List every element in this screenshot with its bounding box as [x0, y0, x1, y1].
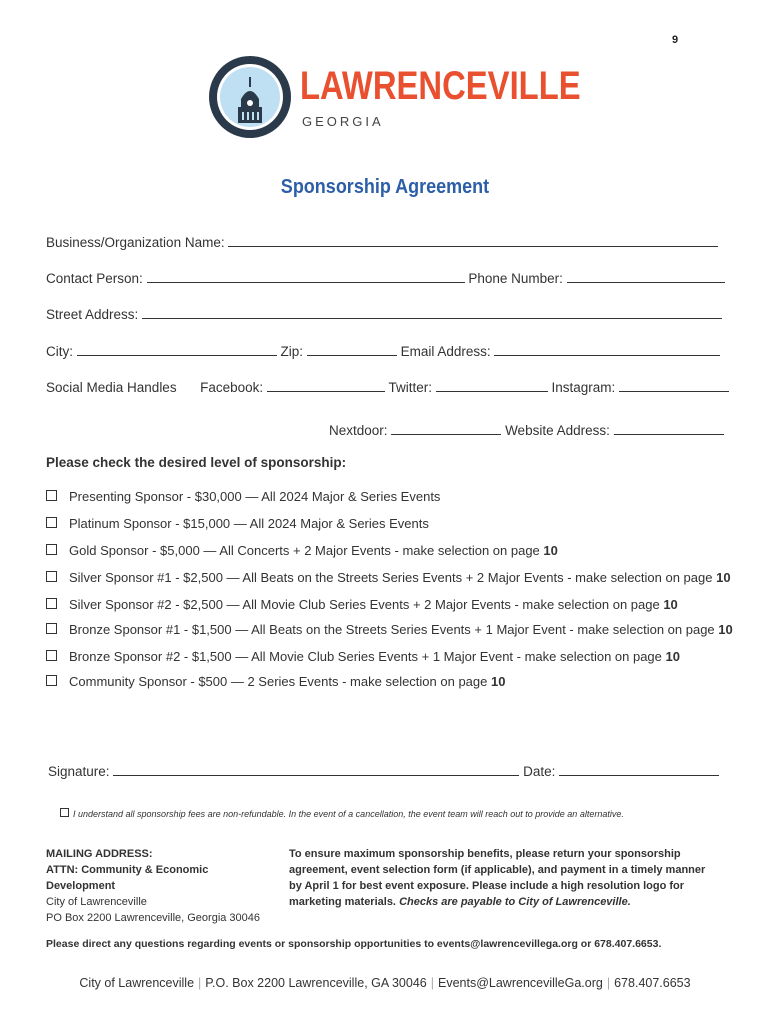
level-page: 10 — [491, 674, 506, 689]
email-address-label: Email Address: — [400, 344, 491, 359]
business-name-label: Business/Organization Name: — [46, 235, 225, 250]
city-line[interactable] — [77, 341, 277, 356]
footer-name: City of Lawrenceville — [79, 976, 195, 990]
facebook-label: Facebook: — [200, 380, 264, 395]
contact-person-label: Contact Person: — [46, 271, 143, 286]
checkbox[interactable] — [46, 571, 57, 582]
business-name-field[interactable] — [46, 232, 718, 250]
level-text: Presenting Sponsor - $30,000 — All 2024 Major & Series Events — [69, 489, 441, 504]
level-text: Community Sponsor - $500 — 2 Series Events - make selection on page — [69, 674, 491, 689]
level-text: Gold Sponsor - $5,000 — All Concerts + 2 Major Events - make selection on page — [69, 543, 544, 558]
mailing-line2: PO Box 2200 Lawrenceville, Georgia 30046 — [46, 912, 261, 924]
checkbox[interactable] — [46, 490, 57, 501]
city-seal-logo — [208, 55, 292, 139]
checks-payable: Checks are payable to City of Lawrenceville. — [399, 896, 631, 908]
nextdoor-row — [329, 420, 724, 438]
nextdoor-label: Nextdoor: — [329, 423, 388, 438]
checkbox[interactable] — [46, 544, 57, 555]
page-number: 9 — [672, 34, 679, 46]
checkbox[interactable] — [46, 623, 57, 634]
instructions-text: To ensure maximum sponsorship benefits, please return your sponsorship agreement, event selection form (if applicable), and payment in a timely manner by April 1 for best event exposure. Please include a high resolution logo for marketing materials. — [289, 848, 706, 908]
footer-separator: | — [606, 976, 611, 990]
city-label: City: — [46, 344, 73, 359]
twitter-line[interactable] — [436, 377, 548, 392]
social-row — [46, 377, 729, 395]
instructions — [289, 846, 709, 910]
refund-disclaimer[interactable] — [60, 808, 624, 819]
document-title: Sponsorship Agreement — [280, 176, 490, 198]
signature-row — [48, 761, 719, 779]
street-address-field[interactable] — [46, 304, 722, 322]
level-presenting[interactable] — [46, 489, 440, 504]
website-line[interactable] — [614, 420, 724, 435]
direct-questions: Please direct any questions regarding events or sponsorship opportunities to events@lawrencevillega.org or 678.407.6653. — [46, 938, 662, 950]
level-text: Bronze Sponsor #2 - $1,500 — All Movie Club Series Events + 1 Major Event - make selection on page — [69, 649, 666, 664]
mailing-address — [46, 846, 276, 926]
social-media-label: Social Media Handles — [46, 380, 177, 395]
zip-line[interactable] — [307, 341, 397, 356]
level-page: 10 — [663, 597, 678, 612]
level-silver-2[interactable] — [46, 597, 678, 612]
mailing-line1: City of Lawrenceville — [46, 896, 147, 908]
level-text: Silver Sponsor #2 - $2,500 — All Movie Club Series Events + 2 Major Events - make selection on page — [69, 597, 664, 612]
footer-phone: 678.407.6653 — [614, 976, 691, 990]
date-label: Date: — [523, 764, 556, 779]
business-name-line[interactable] — [228, 232, 718, 247]
level-bronze-1[interactable] — [46, 622, 733, 637]
website-label: Website Address: — [505, 423, 610, 438]
checkbox[interactable] — [46, 675, 57, 686]
disclaimer-text: I understand all sponsorship fees are non-refundable. In the event of a cancellation, the event team will reach out to provide an alternative. — [73, 809, 624, 819]
footer-separator: | — [198, 976, 202, 990]
logo-wordmark: LAWRENCEVILLE — [300, 64, 581, 108]
instagram-line[interactable] — [619, 377, 729, 392]
twitter-label: Twitter: — [388, 380, 432, 395]
signature-line[interactable] — [113, 761, 519, 776]
nextdoor-line[interactable] — [391, 420, 501, 435]
level-page: 10 — [716, 570, 731, 585]
checkbox[interactable] — [46, 650, 57, 661]
street-address-label: Street Address: — [46, 307, 139, 322]
checkbox[interactable] — [46, 598, 57, 609]
level-silver-1[interactable] — [46, 570, 731, 585]
contact-person-line[interactable] — [147, 268, 465, 283]
mailing-heading: MAILING ADDRESS: — [46, 848, 153, 860]
zip-label: Zip: — [280, 344, 304, 359]
street-address-line[interactable] — [142, 304, 722, 319]
facebook-line[interactable] — [267, 377, 385, 392]
level-bronze-2[interactable] — [46, 649, 680, 664]
date-line[interactable] — [559, 761, 719, 776]
level-page: 10 — [718, 622, 733, 637]
level-page: 10 — [543, 543, 558, 558]
level-platinum[interactable] — [46, 516, 429, 531]
disclaimer-checkbox[interactable] — [60, 808, 69, 817]
level-gold[interactable] — [46, 543, 558, 558]
footer-address: P.O. Box 2200 Lawrenceville, GA 30046 — [205, 976, 427, 990]
logo-subtitle: GEORGIA — [302, 114, 384, 129]
email-address-line[interactable] — [494, 341, 720, 356]
signature-label: Signature: — [48, 764, 110, 779]
levels-heading: Please check the desired level of sponsorship: — [46, 455, 347, 470]
phone-number-label: Phone Number: — [468, 271, 563, 286]
level-page: 10 — [665, 649, 680, 664]
instagram-label: Instagram: — [551, 380, 616, 395]
mailing-attn: ATTN: Community & Economic Development — [46, 864, 209, 892]
city-row — [46, 341, 720, 359]
footer-separator: | — [430, 976, 434, 990]
level-community[interactable] — [46, 674, 505, 689]
checkbox[interactable] — [46, 517, 57, 528]
phone-number-line[interactable] — [567, 268, 725, 283]
level-text: Silver Sponsor #1 - $2,500 — All Beats on the Streets Series Events + 2 Major Events - make selection on page — [69, 570, 717, 585]
contact-row — [46, 268, 725, 286]
footer — [0, 976, 770, 990]
level-text: Platinum Sponsor - $15,000 — All 2024 Major & Series Events — [69, 516, 429, 531]
level-text: Bronze Sponsor #1 - $1,500 — All Beats on the Streets Series Events + 1 Major Event - make selection on page — [69, 622, 719, 637]
footer-email[interactable]: Events@LawrencevilleGa.org — [438, 976, 603, 990]
